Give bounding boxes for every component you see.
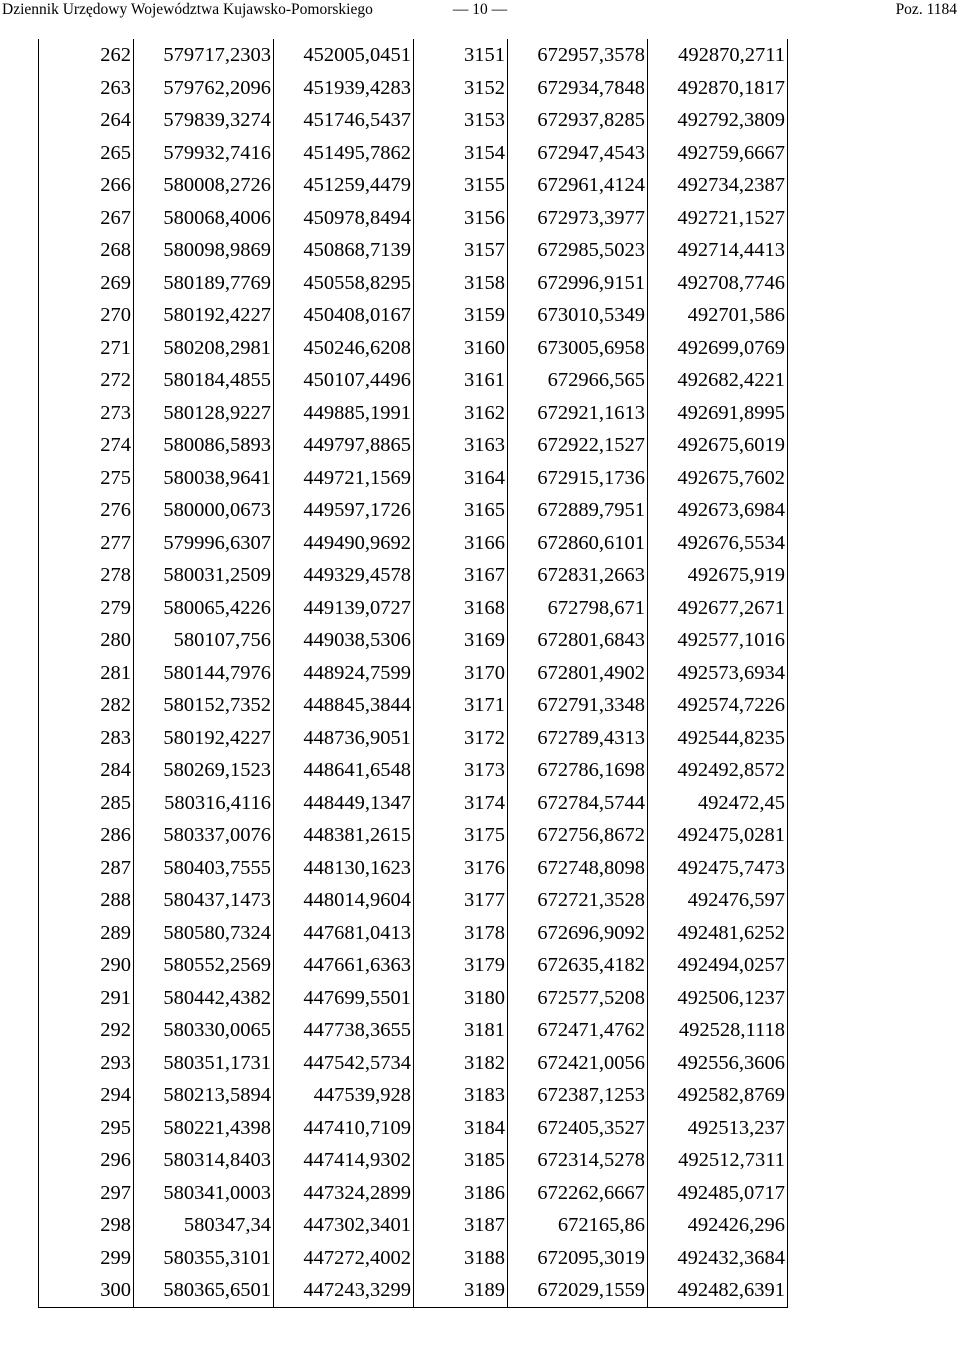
y-coordinate-cell: 492512,7311	[648, 1144, 788, 1177]
y-coordinate-cell: 447661,6363	[274, 949, 414, 982]
y-coordinate-cell: 492699,0769	[648, 332, 788, 365]
y-coordinate-cell: 492574,7226	[648, 689, 788, 722]
x-coordinate-cell: 580442,4382	[134, 982, 274, 1015]
point-number-cell: 3186	[414, 1177, 508, 1210]
point-number-cell: 296	[39, 1144, 134, 1177]
table-row	[39, 397, 788, 430]
table-row	[39, 722, 788, 755]
x-coordinate-cell: 579932,7416	[134, 137, 274, 170]
point-number-cell: 299	[39, 1242, 134, 1275]
table-row	[39, 104, 788, 137]
x-coordinate-cell: 580038,9641	[134, 462, 274, 495]
x-coordinate-cell: 672973,3977	[508, 202, 648, 235]
x-coordinate-cell: 580128,9227	[134, 397, 274, 430]
x-coordinate-cell: 672471,4762	[508, 1014, 648, 1047]
y-coordinate-cell: 450868,7139	[274, 234, 414, 267]
point-number-cell: 297	[39, 1177, 134, 1210]
y-coordinate-cell: 492476,597	[648, 884, 788, 917]
point-number-cell: 280	[39, 624, 134, 657]
y-coordinate-cell: 450978,8494	[274, 202, 414, 235]
y-coordinate-cell: 492675,7602	[648, 462, 788, 495]
point-number-cell: 3187	[414, 1209, 508, 1242]
y-coordinate-cell: 451495,7862	[274, 137, 414, 170]
y-coordinate-cell: 450107,4496	[274, 364, 414, 397]
position-number: Poz. 1184	[895, 1, 957, 18]
x-coordinate-cell: 673005,6958	[508, 332, 648, 365]
point-number-cell: 3176	[414, 852, 508, 885]
table-row	[39, 1079, 788, 1112]
x-coordinate-cell: 580189,7769	[134, 267, 274, 300]
y-coordinate-cell: 447243,3299	[274, 1274, 414, 1307]
x-coordinate-cell: 580347,34	[134, 1209, 274, 1242]
x-coordinate-cell: 580316,4116	[134, 787, 274, 820]
x-coordinate-cell: 580086,5893	[134, 429, 274, 462]
x-coordinate-cell: 580269,1523	[134, 754, 274, 787]
point-number-cell: 3183	[414, 1079, 508, 1112]
point-number-cell: 279	[39, 592, 134, 625]
table-row	[39, 689, 788, 722]
x-coordinate-cell: 580437,1473	[134, 884, 274, 917]
x-coordinate-cell: 672262,6667	[508, 1177, 648, 1210]
y-coordinate-cell: 448641,6548	[274, 754, 414, 787]
x-coordinate-cell: 580365,6501	[134, 1274, 274, 1307]
x-coordinate-cell: 672789,4313	[508, 722, 648, 755]
y-coordinate-cell: 492676,5534	[648, 527, 788, 560]
point-number-cell: 284	[39, 754, 134, 787]
x-coordinate-cell: 672577,5208	[508, 982, 648, 1015]
point-number-cell: 272	[39, 364, 134, 397]
point-number-cell: 276	[39, 494, 134, 527]
y-coordinate-cell: 492792,3809	[648, 104, 788, 137]
y-coordinate-cell: 449885,1991	[274, 397, 414, 430]
point-number-cell: 267	[39, 202, 134, 235]
x-coordinate-cell: 580192,4227	[134, 722, 274, 755]
x-coordinate-cell: 580403,7555	[134, 852, 274, 885]
x-coordinate-cell: 672095,3019	[508, 1242, 648, 1275]
point-number-cell: 3179	[414, 949, 508, 982]
point-number-cell: 3158	[414, 267, 508, 300]
x-coordinate-cell: 580192,4227	[134, 299, 274, 332]
y-coordinate-cell: 492472,45	[648, 787, 788, 820]
table-row	[39, 624, 788, 657]
y-coordinate-cell: 447410,7109	[274, 1112, 414, 1145]
point-number-cell: 262	[39, 39, 134, 72]
table-row	[39, 852, 788, 885]
x-coordinate-cell: 580337,0076	[134, 819, 274, 852]
x-coordinate-cell: 672165,86	[508, 1209, 648, 1242]
point-number-cell: 3164	[414, 462, 508, 495]
point-number-cell: 3182	[414, 1047, 508, 1080]
y-coordinate-cell: 447414,9302	[274, 1144, 414, 1177]
point-number-cell: 3160	[414, 332, 508, 365]
x-coordinate-cell: 672405,3527	[508, 1112, 648, 1145]
x-coordinate-cell: 580184,4855	[134, 364, 274, 397]
table-row	[39, 754, 788, 787]
y-coordinate-cell: 492513,237	[648, 1112, 788, 1145]
table-row	[39, 234, 788, 267]
x-coordinate-cell: 672029,1559	[508, 1274, 648, 1307]
point-number-cell: 288	[39, 884, 134, 917]
point-number-cell: 273	[39, 397, 134, 430]
x-coordinate-cell: 580000,0673	[134, 494, 274, 527]
x-coordinate-cell: 580068,4006	[134, 202, 274, 235]
y-coordinate-cell: 451939,4283	[274, 72, 414, 105]
table-row	[39, 592, 788, 625]
point-number-cell: 3166	[414, 527, 508, 560]
table-row	[39, 429, 788, 462]
point-number-cell: 3172	[414, 722, 508, 755]
point-number-cell: 3155	[414, 169, 508, 202]
table-row	[39, 1047, 788, 1080]
point-number-cell: 3162	[414, 397, 508, 430]
y-coordinate-cell: 492544,8235	[648, 722, 788, 755]
point-number-cell: 263	[39, 72, 134, 105]
point-number-cell: 287	[39, 852, 134, 885]
point-number-cell: 269	[39, 267, 134, 300]
point-number-cell: 293	[39, 1047, 134, 1080]
point-number-cell: 3167	[414, 559, 508, 592]
point-number-cell: 3156	[414, 202, 508, 235]
point-number-cell: 3175	[414, 819, 508, 852]
y-coordinate-cell: 448449,1347	[274, 787, 414, 820]
table-row	[39, 884, 788, 917]
x-coordinate-cell: 672966,565	[508, 364, 648, 397]
x-coordinate-cell: 672748,8098	[508, 852, 648, 885]
y-coordinate-cell: 447738,3655	[274, 1014, 414, 1047]
table-row	[39, 949, 788, 982]
point-number-cell: 298	[39, 1209, 134, 1242]
y-coordinate-cell: 492582,8769	[648, 1079, 788, 1112]
point-number-cell: 3169	[414, 624, 508, 657]
x-coordinate-cell: 579839,3274	[134, 104, 274, 137]
point-number-cell: 3173	[414, 754, 508, 787]
x-coordinate-cell: 672922,1527	[508, 429, 648, 462]
x-coordinate-cell: 580341,0003	[134, 1177, 274, 1210]
table-row	[39, 72, 788, 105]
y-coordinate-cell: 492475,0281	[648, 819, 788, 852]
table-row	[39, 299, 788, 332]
y-coordinate-cell: 448845,3844	[274, 689, 414, 722]
y-coordinate-cell: 447699,5501	[274, 982, 414, 1015]
point-number-cell: 3152	[414, 72, 508, 105]
x-coordinate-cell: 672387,1253	[508, 1079, 648, 1112]
point-number-cell: 3157	[414, 234, 508, 267]
y-coordinate-cell: 451259,4479	[274, 169, 414, 202]
x-coordinate-cell: 580314,8403	[134, 1144, 274, 1177]
table-row	[39, 559, 788, 592]
x-coordinate-cell: 580008,2726	[134, 169, 274, 202]
y-coordinate-cell: 449038,5306	[274, 624, 414, 657]
x-coordinate-cell: 580107,756	[134, 624, 274, 657]
point-number-cell: 266	[39, 169, 134, 202]
x-coordinate-cell: 580065,4226	[134, 592, 274, 625]
point-number-cell: 283	[39, 722, 134, 755]
y-coordinate-cell: 492494,0257	[648, 949, 788, 982]
x-coordinate-cell: 672831,2663	[508, 559, 648, 592]
table-row	[39, 1177, 788, 1210]
x-coordinate-cell: 673010,5349	[508, 299, 648, 332]
y-coordinate-cell: 492682,4221	[648, 364, 788, 397]
y-coordinate-cell: 492870,1817	[648, 72, 788, 105]
table-row	[39, 332, 788, 365]
x-coordinate-cell: 579717,2303	[134, 39, 274, 72]
x-coordinate-cell: 579996,6307	[134, 527, 274, 560]
point-number-cell: 268	[39, 234, 134, 267]
x-coordinate-cell: 580580,7324	[134, 917, 274, 950]
table-row	[39, 39, 788, 72]
x-coordinate-cell: 580355,3101	[134, 1242, 274, 1275]
point-number-cell: 3154	[414, 137, 508, 170]
journal-title: Dziennik Urzędowy Województwa Kujawsko-Pomorskiego	[2, 1, 373, 18]
table-row	[39, 1014, 788, 1047]
table-row	[39, 202, 788, 235]
x-coordinate-cell: 580152,7352	[134, 689, 274, 722]
x-coordinate-cell: 672791,3348	[508, 689, 648, 722]
y-coordinate-cell: 492475,7473	[648, 852, 788, 885]
x-coordinate-cell: 672786,1698	[508, 754, 648, 787]
y-coordinate-cell: 492482,6391	[648, 1274, 788, 1307]
y-coordinate-cell: 492714,4413	[648, 234, 788, 267]
point-number-cell: 271	[39, 332, 134, 365]
x-coordinate-cell: 672801,6843	[508, 624, 648, 657]
point-number-cell: 3168	[414, 592, 508, 625]
table-row	[39, 462, 788, 495]
x-coordinate-cell: 580208,2981	[134, 332, 274, 365]
y-coordinate-cell: 492675,919	[648, 559, 788, 592]
point-number-cell: 292	[39, 1014, 134, 1047]
y-coordinate-cell: 448736,9051	[274, 722, 414, 755]
table-row	[39, 1242, 788, 1275]
table-row	[39, 787, 788, 820]
y-coordinate-cell: 492556,3606	[648, 1047, 788, 1080]
point-number-cell: 290	[39, 949, 134, 982]
table-row	[39, 917, 788, 950]
y-coordinate-cell: 492506,1237	[648, 982, 788, 1015]
point-number-cell: 285	[39, 787, 134, 820]
point-number-cell: 278	[39, 559, 134, 592]
point-number-cell: 265	[39, 137, 134, 170]
point-number-cell: 3174	[414, 787, 508, 820]
x-coordinate-cell: 672921,1613	[508, 397, 648, 430]
point-number-cell: 277	[39, 527, 134, 560]
y-coordinate-cell: 492485,0717	[648, 1177, 788, 1210]
y-coordinate-cell: 492573,6934	[648, 657, 788, 690]
point-number-cell: 3185	[414, 1144, 508, 1177]
y-coordinate-cell: 447539,928	[274, 1079, 414, 1112]
table-row	[39, 137, 788, 170]
y-coordinate-cell: 492734,2387	[648, 169, 788, 202]
table-row	[39, 267, 788, 300]
point-number-cell: 3189	[414, 1274, 508, 1307]
point-number-cell: 286	[39, 819, 134, 852]
x-coordinate-cell: 672696,9092	[508, 917, 648, 950]
x-coordinate-cell: 580221,4398	[134, 1112, 274, 1145]
table-row	[39, 1112, 788, 1145]
coordinates-table	[38, 39, 788, 1308]
x-coordinate-cell: 672314,5278	[508, 1144, 648, 1177]
point-number-cell: 3170	[414, 657, 508, 690]
table-row	[39, 494, 788, 527]
y-coordinate-cell: 492759,6667	[648, 137, 788, 170]
table-row	[39, 657, 788, 690]
y-coordinate-cell: 492492,8572	[648, 754, 788, 787]
x-coordinate-cell: 580552,2569	[134, 949, 274, 982]
y-coordinate-cell: 492677,2671	[648, 592, 788, 625]
x-coordinate-cell: 580330,0065	[134, 1014, 274, 1047]
point-number-cell: 282	[39, 689, 134, 722]
point-number-cell: 3180	[414, 982, 508, 1015]
y-coordinate-cell: 449490,9692	[274, 527, 414, 560]
x-coordinate-cell: 672957,3578	[508, 39, 648, 72]
point-number-cell: 3165	[414, 494, 508, 527]
point-number-cell: 3171	[414, 689, 508, 722]
y-coordinate-cell: 452005,0451	[274, 39, 414, 72]
point-number-cell: 281	[39, 657, 134, 690]
y-coordinate-cell: 492577,1016	[648, 624, 788, 657]
y-coordinate-cell: 448924,7599	[274, 657, 414, 690]
y-coordinate-cell: 450408,0167	[274, 299, 414, 332]
x-coordinate-cell: 580351,1731	[134, 1047, 274, 1080]
x-coordinate-cell: 672937,8285	[508, 104, 648, 137]
y-coordinate-cell: 492675,6019	[648, 429, 788, 462]
x-coordinate-cell: 580031,2509	[134, 559, 274, 592]
point-number-cell: 264	[39, 104, 134, 137]
y-coordinate-cell: 492528,1118	[648, 1014, 788, 1047]
point-number-cell: 3184	[414, 1112, 508, 1145]
y-coordinate-cell: 447681,0413	[274, 917, 414, 950]
y-coordinate-cell: 447324,2899	[274, 1177, 414, 1210]
x-coordinate-cell: 672915,1736	[508, 462, 648, 495]
y-coordinate-cell: 447542,5734	[274, 1047, 414, 1080]
y-coordinate-cell: 492432,3684	[648, 1242, 788, 1275]
y-coordinate-cell: 492691,8995	[648, 397, 788, 430]
point-number-cell: 3178	[414, 917, 508, 950]
point-number-cell: 300	[39, 1274, 134, 1307]
y-coordinate-cell: 492701,586	[648, 299, 788, 332]
y-coordinate-cell: 449329,4578	[274, 559, 414, 592]
point-number-cell: 289	[39, 917, 134, 950]
y-coordinate-cell: 448014,9604	[274, 884, 414, 917]
y-coordinate-cell: 492708,7746	[648, 267, 788, 300]
x-coordinate-cell: 580098,9869	[134, 234, 274, 267]
y-coordinate-cell: 492673,6984	[648, 494, 788, 527]
table-row	[39, 819, 788, 852]
x-coordinate-cell: 579762,2096	[134, 72, 274, 105]
y-coordinate-cell: 449721,1569	[274, 462, 414, 495]
x-coordinate-cell: 580144,7976	[134, 657, 274, 690]
x-coordinate-cell: 672635,4182	[508, 949, 648, 982]
page-header	[0, 0, 960, 22]
x-coordinate-cell: 672756,8672	[508, 819, 648, 852]
y-coordinate-cell: 448130,1623	[274, 852, 414, 885]
x-coordinate-cell: 672860,6101	[508, 527, 648, 560]
y-coordinate-cell: 449139,0727	[274, 592, 414, 625]
y-coordinate-cell: 451746,5437	[274, 104, 414, 137]
table-row	[39, 1274, 788, 1307]
point-number-cell: 291	[39, 982, 134, 1015]
x-coordinate-cell: 580213,5894	[134, 1079, 274, 1112]
point-number-cell: 3159	[414, 299, 508, 332]
x-coordinate-cell: 672721,3528	[508, 884, 648, 917]
x-coordinate-cell: 672798,671	[508, 592, 648, 625]
table-row	[39, 364, 788, 397]
y-coordinate-cell: 492870,2711	[648, 39, 788, 72]
x-coordinate-cell: 672421,0056	[508, 1047, 648, 1080]
table-row	[39, 169, 788, 202]
point-number-cell: 3153	[414, 104, 508, 137]
table-row	[39, 1144, 788, 1177]
y-coordinate-cell: 447302,3401	[274, 1209, 414, 1242]
point-number-cell: 3177	[414, 884, 508, 917]
coordinates-table-body	[39, 39, 788, 1307]
y-coordinate-cell: 492426,296	[648, 1209, 788, 1242]
page-number: — 10 —	[452, 1, 508, 18]
point-number-cell: 3151	[414, 39, 508, 72]
x-coordinate-cell: 672961,4124	[508, 169, 648, 202]
point-number-cell: 270	[39, 299, 134, 332]
y-coordinate-cell: 450558,8295	[274, 267, 414, 300]
point-number-cell: 3163	[414, 429, 508, 462]
y-coordinate-cell: 447272,4002	[274, 1242, 414, 1275]
y-coordinate-cell: 492721,1527	[648, 202, 788, 235]
point-number-cell: 294	[39, 1079, 134, 1112]
table-row	[39, 982, 788, 1015]
point-number-cell: 275	[39, 462, 134, 495]
x-coordinate-cell: 672947,4543	[508, 137, 648, 170]
point-number-cell: 295	[39, 1112, 134, 1145]
y-coordinate-cell: 449597,1726	[274, 494, 414, 527]
y-coordinate-cell: 448381,2615	[274, 819, 414, 852]
table-row	[39, 1209, 788, 1242]
point-number-cell: 3181	[414, 1014, 508, 1047]
y-coordinate-cell: 492481,6252	[648, 917, 788, 950]
point-number-cell: 3161	[414, 364, 508, 397]
x-coordinate-cell: 672985,5023	[508, 234, 648, 267]
x-coordinate-cell: 672996,9151	[508, 267, 648, 300]
y-coordinate-cell: 449797,8865	[274, 429, 414, 462]
point-number-cell: 3188	[414, 1242, 508, 1275]
x-coordinate-cell: 672889,7951	[508, 494, 648, 527]
x-coordinate-cell: 672784,5744	[508, 787, 648, 820]
point-number-cell: 274	[39, 429, 134, 462]
x-coordinate-cell: 672934,7848	[508, 72, 648, 105]
table-row	[39, 527, 788, 560]
x-coordinate-cell: 672801,4902	[508, 657, 648, 690]
y-coordinate-cell: 450246,6208	[274, 332, 414, 365]
